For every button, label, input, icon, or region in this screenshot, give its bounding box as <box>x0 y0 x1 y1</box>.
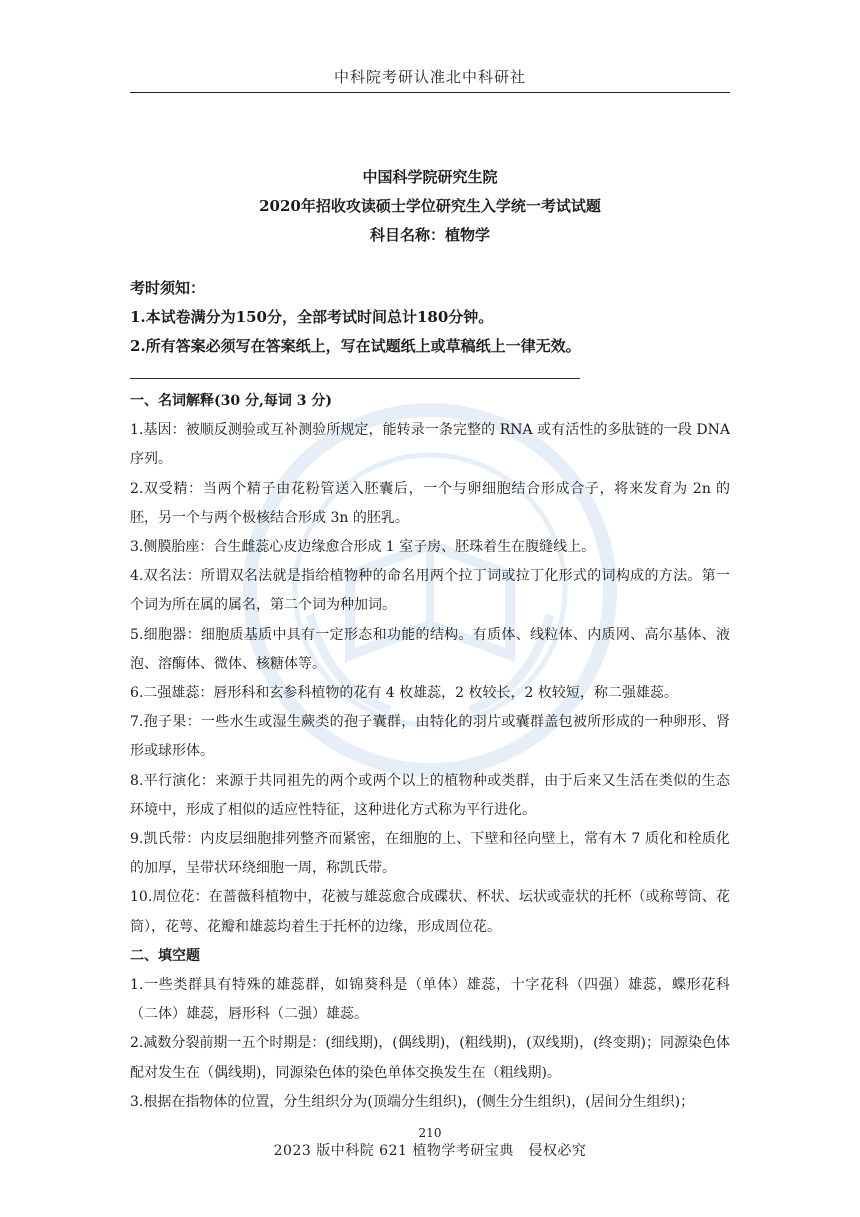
definition-item: 8.平行演化：来源于共同祖先的两个或两个以上的植物种或类群，由于后来又生活在类似的生态环境中，形成了相似的适应性特征，这种进化方式称为平行进化。 <box>130 772 730 818</box>
exam-title-block <box>0 163 860 250</box>
definition-item: 5.细胞器：细胞质基质中具有一定形态和功能的结构。有质体、线粒体、内质网、高尔基体、液泡、溶酶体、微体、核糖体等。 <box>130 626 730 672</box>
definition-item: 2.双受精：当两个精子由花粉管送入胚囊后，一个与卵细胞结合形成合子，将来发育为 2n 的胚，另一个与两个极核结合形成 3n 的胚乳。 <box>130 480 730 526</box>
section-heading-fill-blank: 二、填空题 <box>130 947 200 964</box>
exam-title: 2020年招收攻读硕士学位研究生入学统一考试试题 <box>259 197 601 215</box>
institution-name: 中国科学院研究生院 <box>362 168 498 186</box>
fill-blank-item: 3.根据在指物体的位置，分生组织分为(顶端分生组织)，(侧生分生组织)，(居间分生组织)； <box>130 1093 695 1110</box>
section-divider <box>130 378 580 379</box>
header-divider <box>130 92 730 93</box>
exam-notice <box>130 274 730 361</box>
running-footer: 2023 版中科院 621 植物学考研宝典 侵权必究 <box>273 1143 587 1159</box>
definition-item: 10.周位花：在蔷薇科植物中，花被与雄蕊愈合成碟状、杯状、坛状或壶状的托杯（或称萼筒、花筒），花萼、花瓣和雄蕊均着生于托杯的边缘，形成周位花。 <box>130 889 730 935</box>
definition-item: 7.孢子果：一些水生或湿生蕨类的孢子囊群，由特化的羽片或囊群盖包被所形成的一种卵形、肾形或球形体。 <box>130 714 730 760</box>
subject-name: 科目名称：植物学 <box>369 226 490 244</box>
fill-blank-item: 1.一些类群具有特殊的雄蕊群，如锦葵科是（单体）雄蕊，十字花科（四强）雄蕊，蝶形花科（二体）雄蕊，唇形科（二强）雄蕊。 <box>130 977 730 1023</box>
section-heading-definitions: 一、名词解释(30 分,每词 3 分) <box>130 393 332 409</box>
running-header: 中科院考研认准北中科研社 <box>333 68 526 86</box>
definition-item: 4.双名法：所谓双名法就是指给植物种的命名用两个拉丁词或拉丁化形式的词构成的方法。第一个词为所在属的属名，第二个词为种加词。 <box>130 568 730 614</box>
page-number: 210 <box>418 1126 442 1140</box>
fill-blank-item: 2.减数分裂前期一五个时期是：(细线期)，(偶线期)，(粗线期)，(双线期)，(终变期)；同源染色体配对发生在（偶线期)，同源染色体的染色单体交换发生在（粗线期)。 <box>130 1035 730 1081</box>
exam-content <box>130 387 730 1117</box>
notice-heading: 考时须知： <box>130 279 206 297</box>
notice-item: 1.本试卷满分为150分，全部考试时间总计180分钟。 <box>130 308 494 326</box>
definition-item: 1.基因：被顺反测验或互补测验所规定，能转录一条完整的 RNA 或有活性的多肽链的一段 DNA 序列。 <box>130 422 730 468</box>
notice-item: 2.所有答案必须写在答案纸上，写在试题纸上或草稿纸上一律无效。 <box>130 337 581 355</box>
definition-item: 6.二强雄蕊：唇形科和玄参科植物的花有 4 枚雄蕊，2 枚较长，2 枚较短，称二强雄蕊。 <box>130 685 678 702</box>
definition-item: 9.凯氏带：内皮层细胞排列整齐而紧密，在细胞的上、下壁和径向壁上，常有木 7 质化和栓质化的加厚，呈带状环绕细胞一周，称凯氏带。 <box>130 831 730 877</box>
definition-item: 3.侧膜胎座：合生雌蕊心皮边缘愈合形成 1 室子房、胚珠着生在腹缝线上。 <box>130 539 596 556</box>
